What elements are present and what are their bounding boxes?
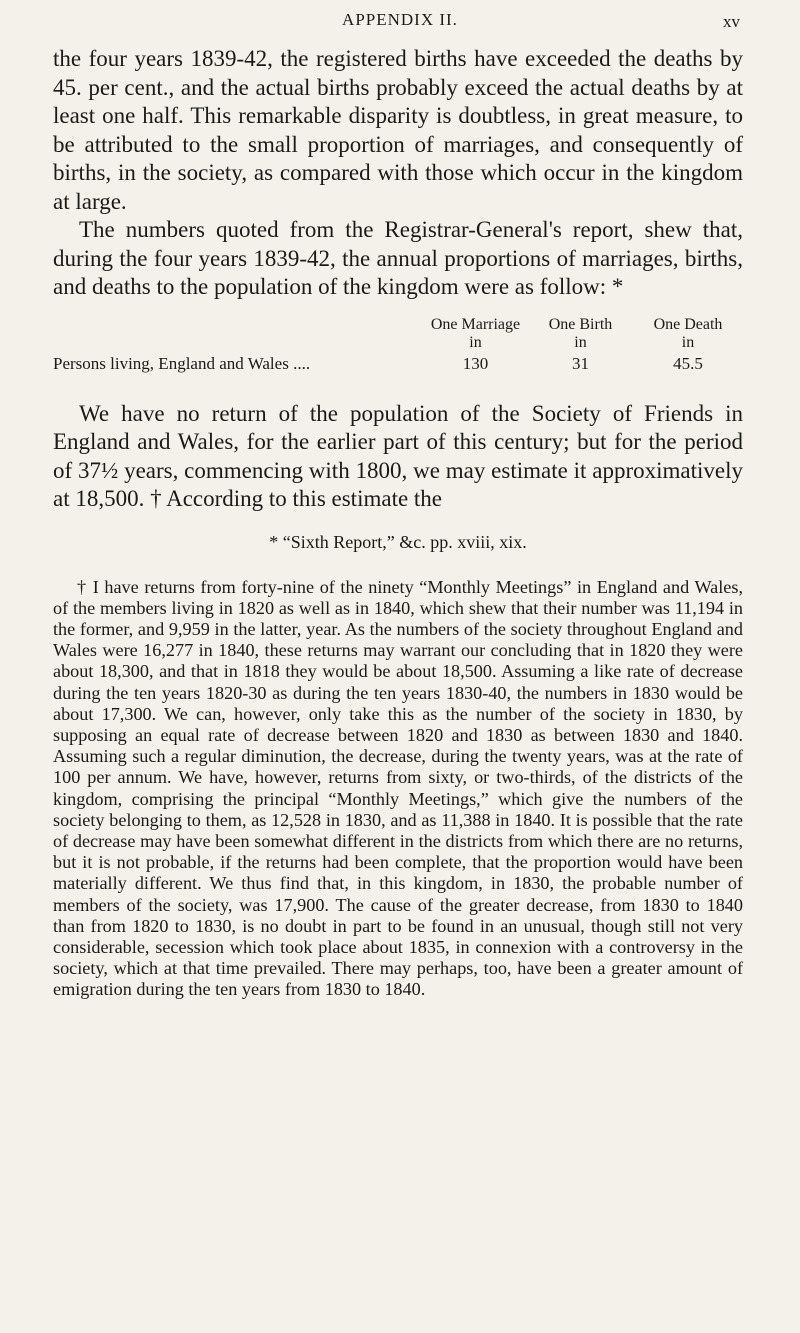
body-text [53,45,743,1001]
table-header [53,316,743,352]
running-head: APPENDIX II. [342,10,458,29]
paragraph-1: the four years 1839-42, the registered births have exceeded the deaths by 45. per cent., and the actual births probably exceed the actual deaths by at least one half. This remarkable disparity is doubtless, in great measure, to be attributed to the small proportion of marriages, and consequently of births, in the society, as compared with those which occur in the kingdom at large. [53,46,743,214]
column-header-line: in [469,333,482,351]
column-header-line: in [681,333,695,351]
footnote-dagger: † I have returns from forty-nine of the ninety “Monthly Meetings” in England and Wales, of the members living in 1820 as well as in 1840, which shew that their number was 11,194 in the former, and 9,959 in the latter, year. As the numbers of the society throughout England and Wales were 16,277 in 1840, these returns may warrant our concluding that in 1820 they were about 18,300, and that in 1818 they would be about 18,500. Assuming a like rate of decrease during the ten years 1820-30 as during the ten years 1830-40, the numbers in 1830 would be about 17,300. We can, however, only take this as the number of the society in 1830, by supposing an equal rate of decrease between 1820 and 1830 as between 1830 and 1840. Assuming such a regular diminution, the decrease, during the twenty years, was at the rate of 100 per annum. We have, however, returns from sixty, or two-thirds, of the districts of the kingdom, comprising the principal “Monthly Meetings,” which give the numbers of the society belonging to them, as 12,528 in 1830, and as 11,388 in 1840. It is possible that the rate of decrease may have been somewhat different in the districts from which there are no returns, but it is not probable, if the returns had been complete, that the proportion would have been materially different. We thus find that, in this kingdom, in 1830, the probable number of members of the society, was 17,900. The cause of the greater decrease, from 1830 to 1840 than from 1820 to 1830, is no doubt in part to be found in an unusual, though still not very considerable, secession which took place about 1835, in connexion with a controversy in the society, which at that time prevailed. There may perhaps, too, have been a greater amount of emigration during the ten years from 1830 to 1840. [53,576,743,1000]
row-values [423,354,743,374]
page-number: xv [723,12,740,31]
paragraph-2: The numbers quoted from the Registrar-General's report, shew that, during the four years 1839-42, the annual proportions of marriages, births, and deaths to the population of the kingdom were as follow: * [53,217,743,299]
column-header-line: One Marriage [430,315,521,333]
footnote-star: * “Sixth Report,” &c. pp. xviii, xix. [269,531,527,552]
column-header-marriage [423,316,528,352]
column-header-line: One Birth [548,315,613,333]
column-header-birth [528,316,633,352]
value-marriage: 130 [462,353,489,373]
column-header-line: in [574,333,587,351]
value-birth: 31 [572,353,589,373]
column-header-death [633,316,743,352]
page-header [0,6,800,34]
table-row [53,354,743,374]
paragraph-3: We have no return of the population of the Society of Friends in England and Wales, for the earlier part of this century; but for the period of 37½ years, commencing with 1800, we may estimate it approximatively at 18,500. † According to this estimate the [53,400,743,511]
row-label: Persons living, England and Wales .... [53,353,311,373]
value-death: 45.5 [673,353,703,373]
proportions-table [53,316,743,374]
column-header-line: One Death [653,315,723,333]
